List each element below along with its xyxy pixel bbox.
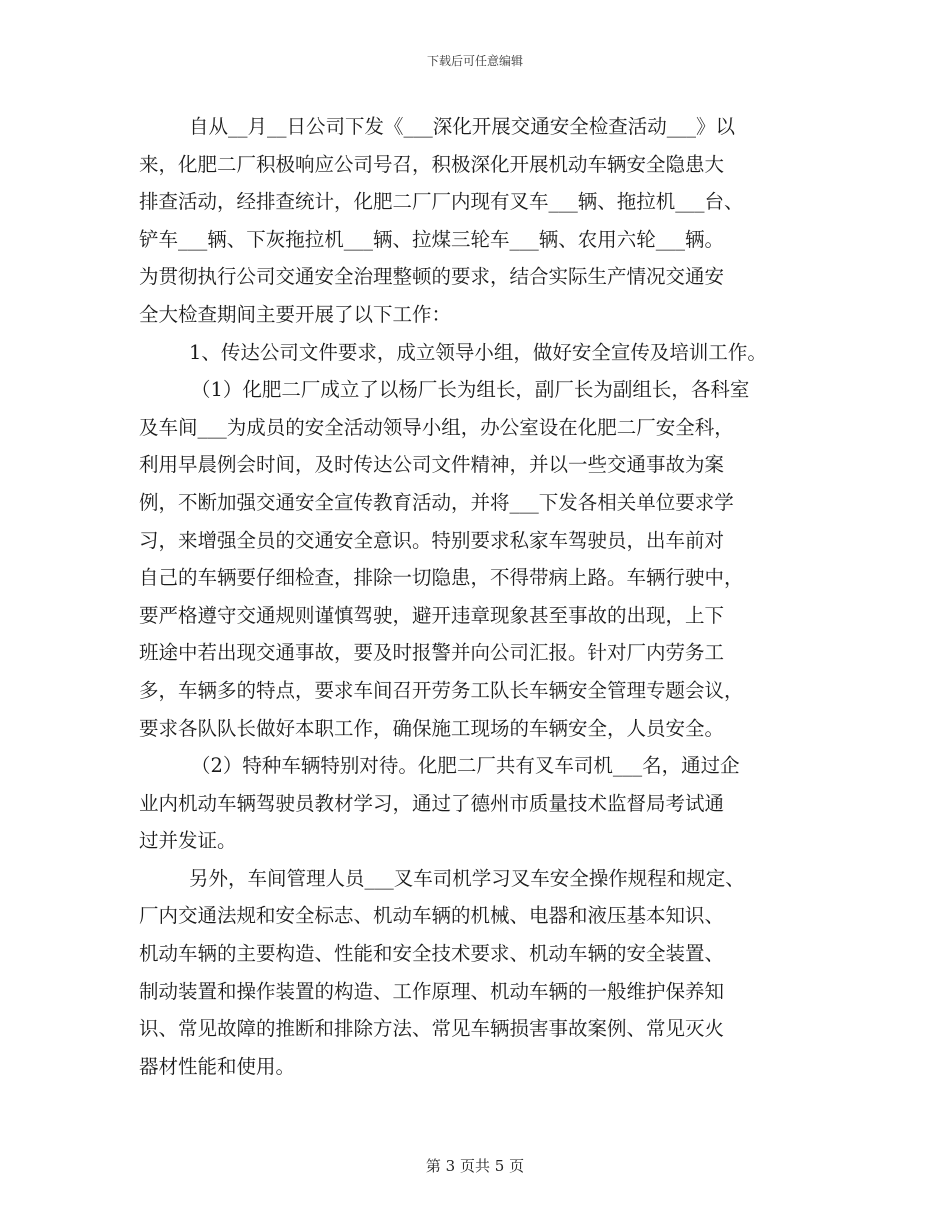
text-line: 全大检查期间主要开展了以下工作： <box>139 302 452 326</box>
text-line: 厂内交通法规和安全标志、机动车辆的机械、电器和液压基本知识、 <box>139 904 725 928</box>
text-line: 例，不断加强交通安全宣传教育活动，并将___下发各相关单位要求学 <box>139 490 734 514</box>
text-line: 要求各队队长做好本职工作，确保施工现场的车辆安全，人员安全。 <box>139 716 725 740</box>
text-line: 器材性能和使用。 <box>139 1054 296 1078</box>
text-line: 排查活动，经排查统计，化肥二厂厂内现有叉车___辆、拖拉机___台、 <box>139 190 744 214</box>
text-line: （2）特种车辆特别对待。化肥二厂共有叉车司机___名，通过企 <box>191 754 740 778</box>
text-line: 制动装置和操作装置的构造、工作原理、机动车辆的一般维护保养知 <box>139 979 725 1003</box>
paragraph-item-1 <box>139 371 829 747</box>
text-line: 自从__月__日公司下发《___深化开展交通安全检查活动___》以 <box>189 115 736 138</box>
text-line: 过并发证。 <box>139 829 237 853</box>
text-line: 班途中若出现交通事故，要及时报警并向公司汇报。针对厂内劳务工 <box>139 641 725 665</box>
text-line: 机动车辆的主要构造、性能和安全技术要求、机动车辆的安全装置、 <box>139 942 725 966</box>
text-line: （1）化肥二厂成立了以杨厂长为组长，副厂长为副组长，各科室 <box>191 378 750 402</box>
page-header: 下载后可任意编辑 <box>426 54 523 68</box>
paragraph-additional <box>139 860 829 1086</box>
paragraph-intro <box>139 108 829 334</box>
text-line: 为贯彻执行公司交通安全治理整顿的要求，结合实际生产情况交通安 <box>139 265 725 289</box>
text-line: 业内机动车辆驾驶员教材学习，通过了德州市质量技术监督局考试通 <box>139 791 725 815</box>
text-line: 另外，车间管理人员___叉车司机学习叉车安全操作规程和规定、 <box>189 866 745 890</box>
text-line: 要严格遵守交通规则谨慎驾驶，避开违章现象甚至事故的出现，上下 <box>139 603 725 627</box>
paragraph-section-1 <box>139 334 829 372</box>
text-line: 多，车辆多的特点，要求车间召开劳务工队长车辆安全管理专题会议， <box>139 678 744 702</box>
text-line: 来，化肥二厂积极响应公司号召，积极深化开展机动车辆安全隐患大 <box>139 152 725 176</box>
page-number: 第 3 页共 5 页 <box>425 1157 525 1175</box>
text-line: 习，来增强全员的交通安全意识。特别要求私家车驾驶员，出车前对 <box>139 528 725 552</box>
text-line: 铲车___辆、下灰拖拉机___辆、拉煤三轮车___辆、农用六轮___辆。 <box>139 227 725 251</box>
text-line: 自己的车辆要仔细检查，排除一切隐患，不得带病上路。车辆行驶中， <box>139 566 744 590</box>
paragraph-item-2 <box>139 747 829 860</box>
text-line: 及车间___为成员的安全活动领导小组，办公室设在化肥二厂安全科， <box>139 415 734 439</box>
text-line: 利用早晨例会时间，及时传达公司文件精神，并以一些交通事故为案 <box>139 453 725 477</box>
document-body <box>139 108 829 1085</box>
text-line: 识、常见故障的推断和排除方法、常见车辆损害事故案例、常见灭火 <box>139 1017 725 1041</box>
text-line: 1、传达公司文件要求，成立领导小组，做好安全宣传及培训工作。 <box>189 340 767 364</box>
